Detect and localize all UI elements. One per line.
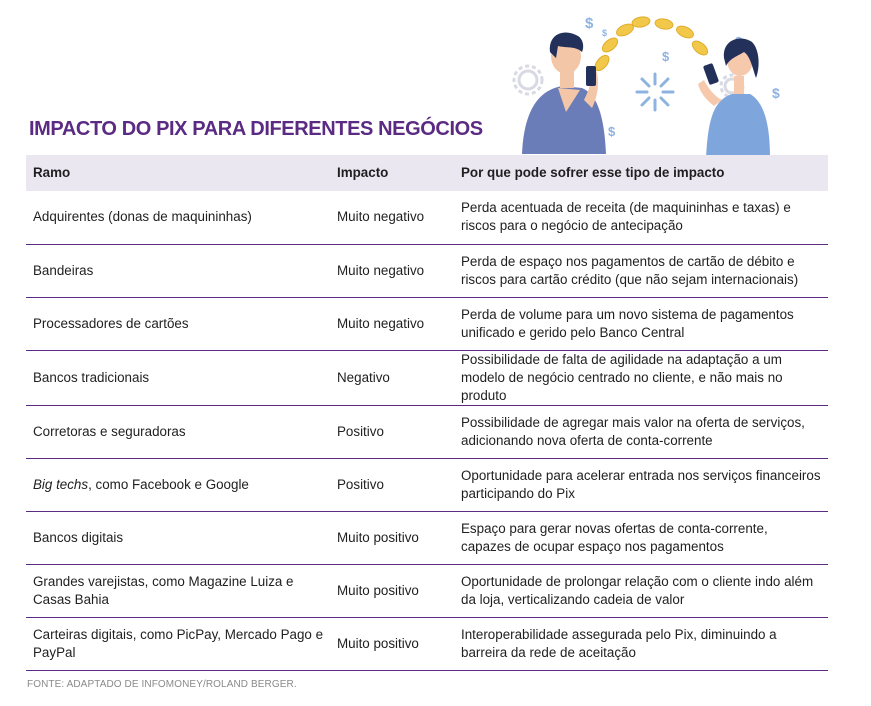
page-title: IMPACTO DO PIX PARA DIFERENTES NEGÓCIOS [29,118,483,140]
dollar-icon: $ [585,15,594,32]
cell-impacto: Muito positivo [330,617,454,670]
table-row [26,458,828,511]
cell-ramo: Grandes varejistas, como Magazine Luiza e Casas Bahia [26,564,330,617]
cell-ramo-rest: , como Facebook e Google [88,476,249,492]
table-row [26,191,828,244]
gear-icon [514,66,542,94]
cell-motivo: Possibilidade de agregar mais valor na oferta de serviços, adicionando nova oferta de conta-corrente [454,405,828,458]
cell-motivo: Interoperabilidade assegurada pelo Pix, diminuindo a barreira da rede de aceitação [454,617,828,670]
cell-ramo [26,458,330,511]
table-row [26,511,828,564]
source-note: FONTE: ADAPTADO DE INFOMONEY/ROLAND BERGER. [27,679,297,690]
cell-ramo: Processadores de cartões [26,297,330,350]
cell-impacto: Muito positivo [330,564,454,617]
column-header-ramo: Ramo [26,155,330,191]
cell-impacto: Muito negativo [330,191,454,244]
table-row [26,297,828,350]
cell-impacto: Positivo [330,405,454,458]
table-row [26,405,828,458]
cell-ramo-italic: Big techs [33,476,89,492]
people-exchanging-money-illustration [500,8,800,158]
cell-ramo: Bancos tradicionais [26,350,330,405]
cell-motivo: Perda de volume para um novo sistema de pagamentos unificado e gerido pelo Banco Central [454,297,828,350]
coin-icon [592,16,710,74]
cell-impacto: Positivo [330,458,454,511]
cell-motivo: Oportunidade de prolongar relação com o cliente indo além da loja, verticalizando cadeia de valor [454,564,828,617]
table-row [26,350,828,405]
column-header-impacto: Impacto [330,155,454,191]
cell-ramo: Carteiras digitais, como PicPay, Mercado Pago e PayPal [26,617,330,670]
loading-spinner-icon [637,74,673,110]
dollar-icon: $ [662,49,670,64]
cell-motivo: Possibilidade de falta de agilidade na adaptação a um modelo de negócio centrado no cliente, e não mais no produto [454,350,828,405]
pix-impact-table [26,155,828,671]
cell-impacto: Negativo [330,350,454,405]
woman-with-phone-icon [698,39,770,158]
cell-impacto: Muito negativo [330,297,454,350]
cell-motivo: Oportunidade para acelerar entrada nos serviços financeiros participando do Pix [454,458,828,511]
table-row [26,564,828,617]
cell-ramo: Bancos digitais [26,511,330,564]
dollar-icon: $ [772,85,780,101]
cell-ramo: Corretoras e seguradoras [26,405,330,458]
cell-impacto: Muito negativo [330,244,454,297]
cell-ramo: Adquirentes (donas de maquininhas) [26,191,330,244]
dollar-icon: $ [602,28,608,38]
table-header-row [26,155,828,191]
table-row [26,244,828,297]
dollar-icon: $ [608,124,616,139]
table-row [26,617,828,670]
cell-motivo: Perda acentuada de receita (de maquininhas e taxas) e riscos para o negócio de antecipação [454,191,828,244]
cell-motivo: Perda de espaço nos pagamentos de cartão de débito e riscos para cartão crédito (que não sejam internacionais) [454,244,828,297]
cell-impacto: Muito positivo [330,511,454,564]
column-header-motivo: Por que pode sofrer esse tipo de impacto [454,155,828,191]
cell-motivo: Espaço para gerar novas ofertas de conta-corrente, capazes de ocupar espaço nos pagamentos [454,511,828,564]
cell-ramo: Bandeiras [26,244,330,297]
